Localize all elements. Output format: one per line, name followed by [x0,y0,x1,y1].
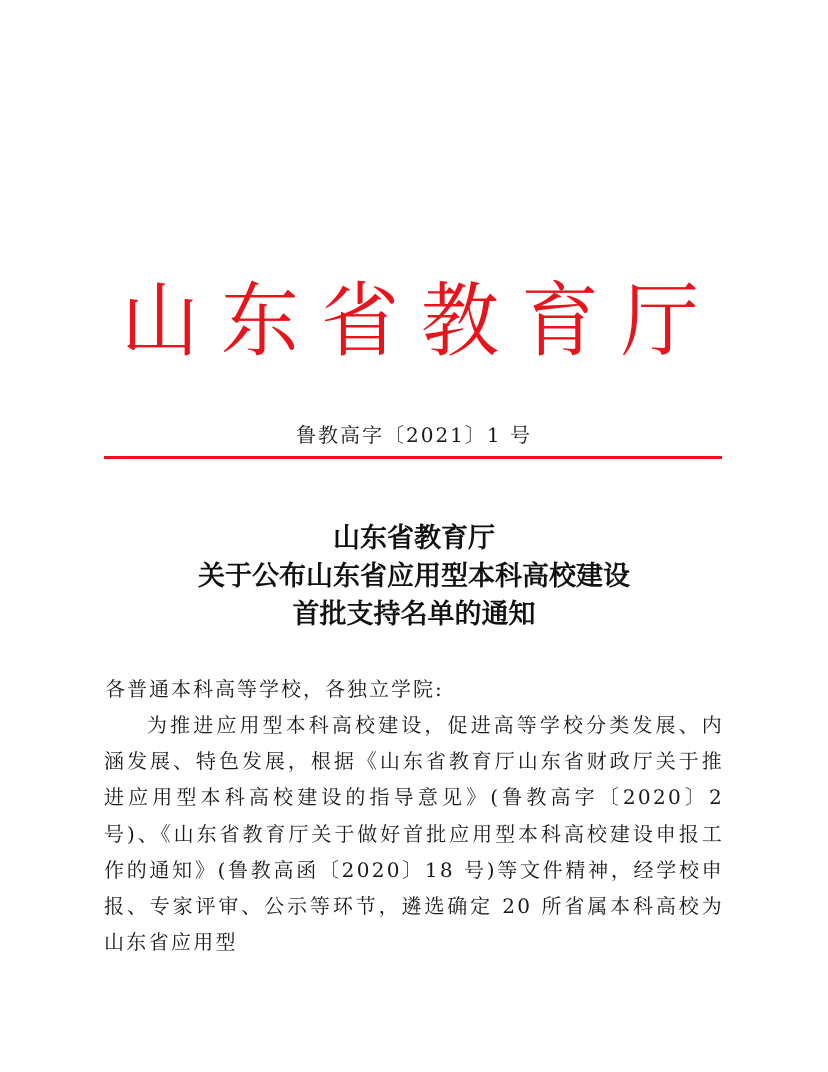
document-title [0,520,828,634]
body-paragraph: 为推进应用型本科高校建设，促进高等学校分类发展、内涵发展、特色发展，根据《山东省教育厅山东省财政厅关于推进应用型本科高校建设的指导意见》(鲁教高字〔2020〕2 号)、《山东省教育厅关于做好首批应用型本科高校建设申报工作的通知》(鲁教高函〔2020〕18 号)等文件精神，经学校申报、专家评审、公示等环节，遴选确定 20 所省属本科高校为山东省应用型 [104,713,724,955]
red-divider-line [104,456,722,459]
title-line-3: 首批支持名单的通知 [292,599,536,630]
salutation: 各普通本科高等学校，各独立学院: [105,677,444,701]
agency-masthead: 山东省教育厅 [120,275,721,369]
title-line-1: 山东省教育厅 [333,523,495,554]
title-line-2: 关于公布山东省应用型本科高校建设 [198,561,630,592]
document-number: 鲁教高字〔2021〕1 号 [296,423,532,447]
